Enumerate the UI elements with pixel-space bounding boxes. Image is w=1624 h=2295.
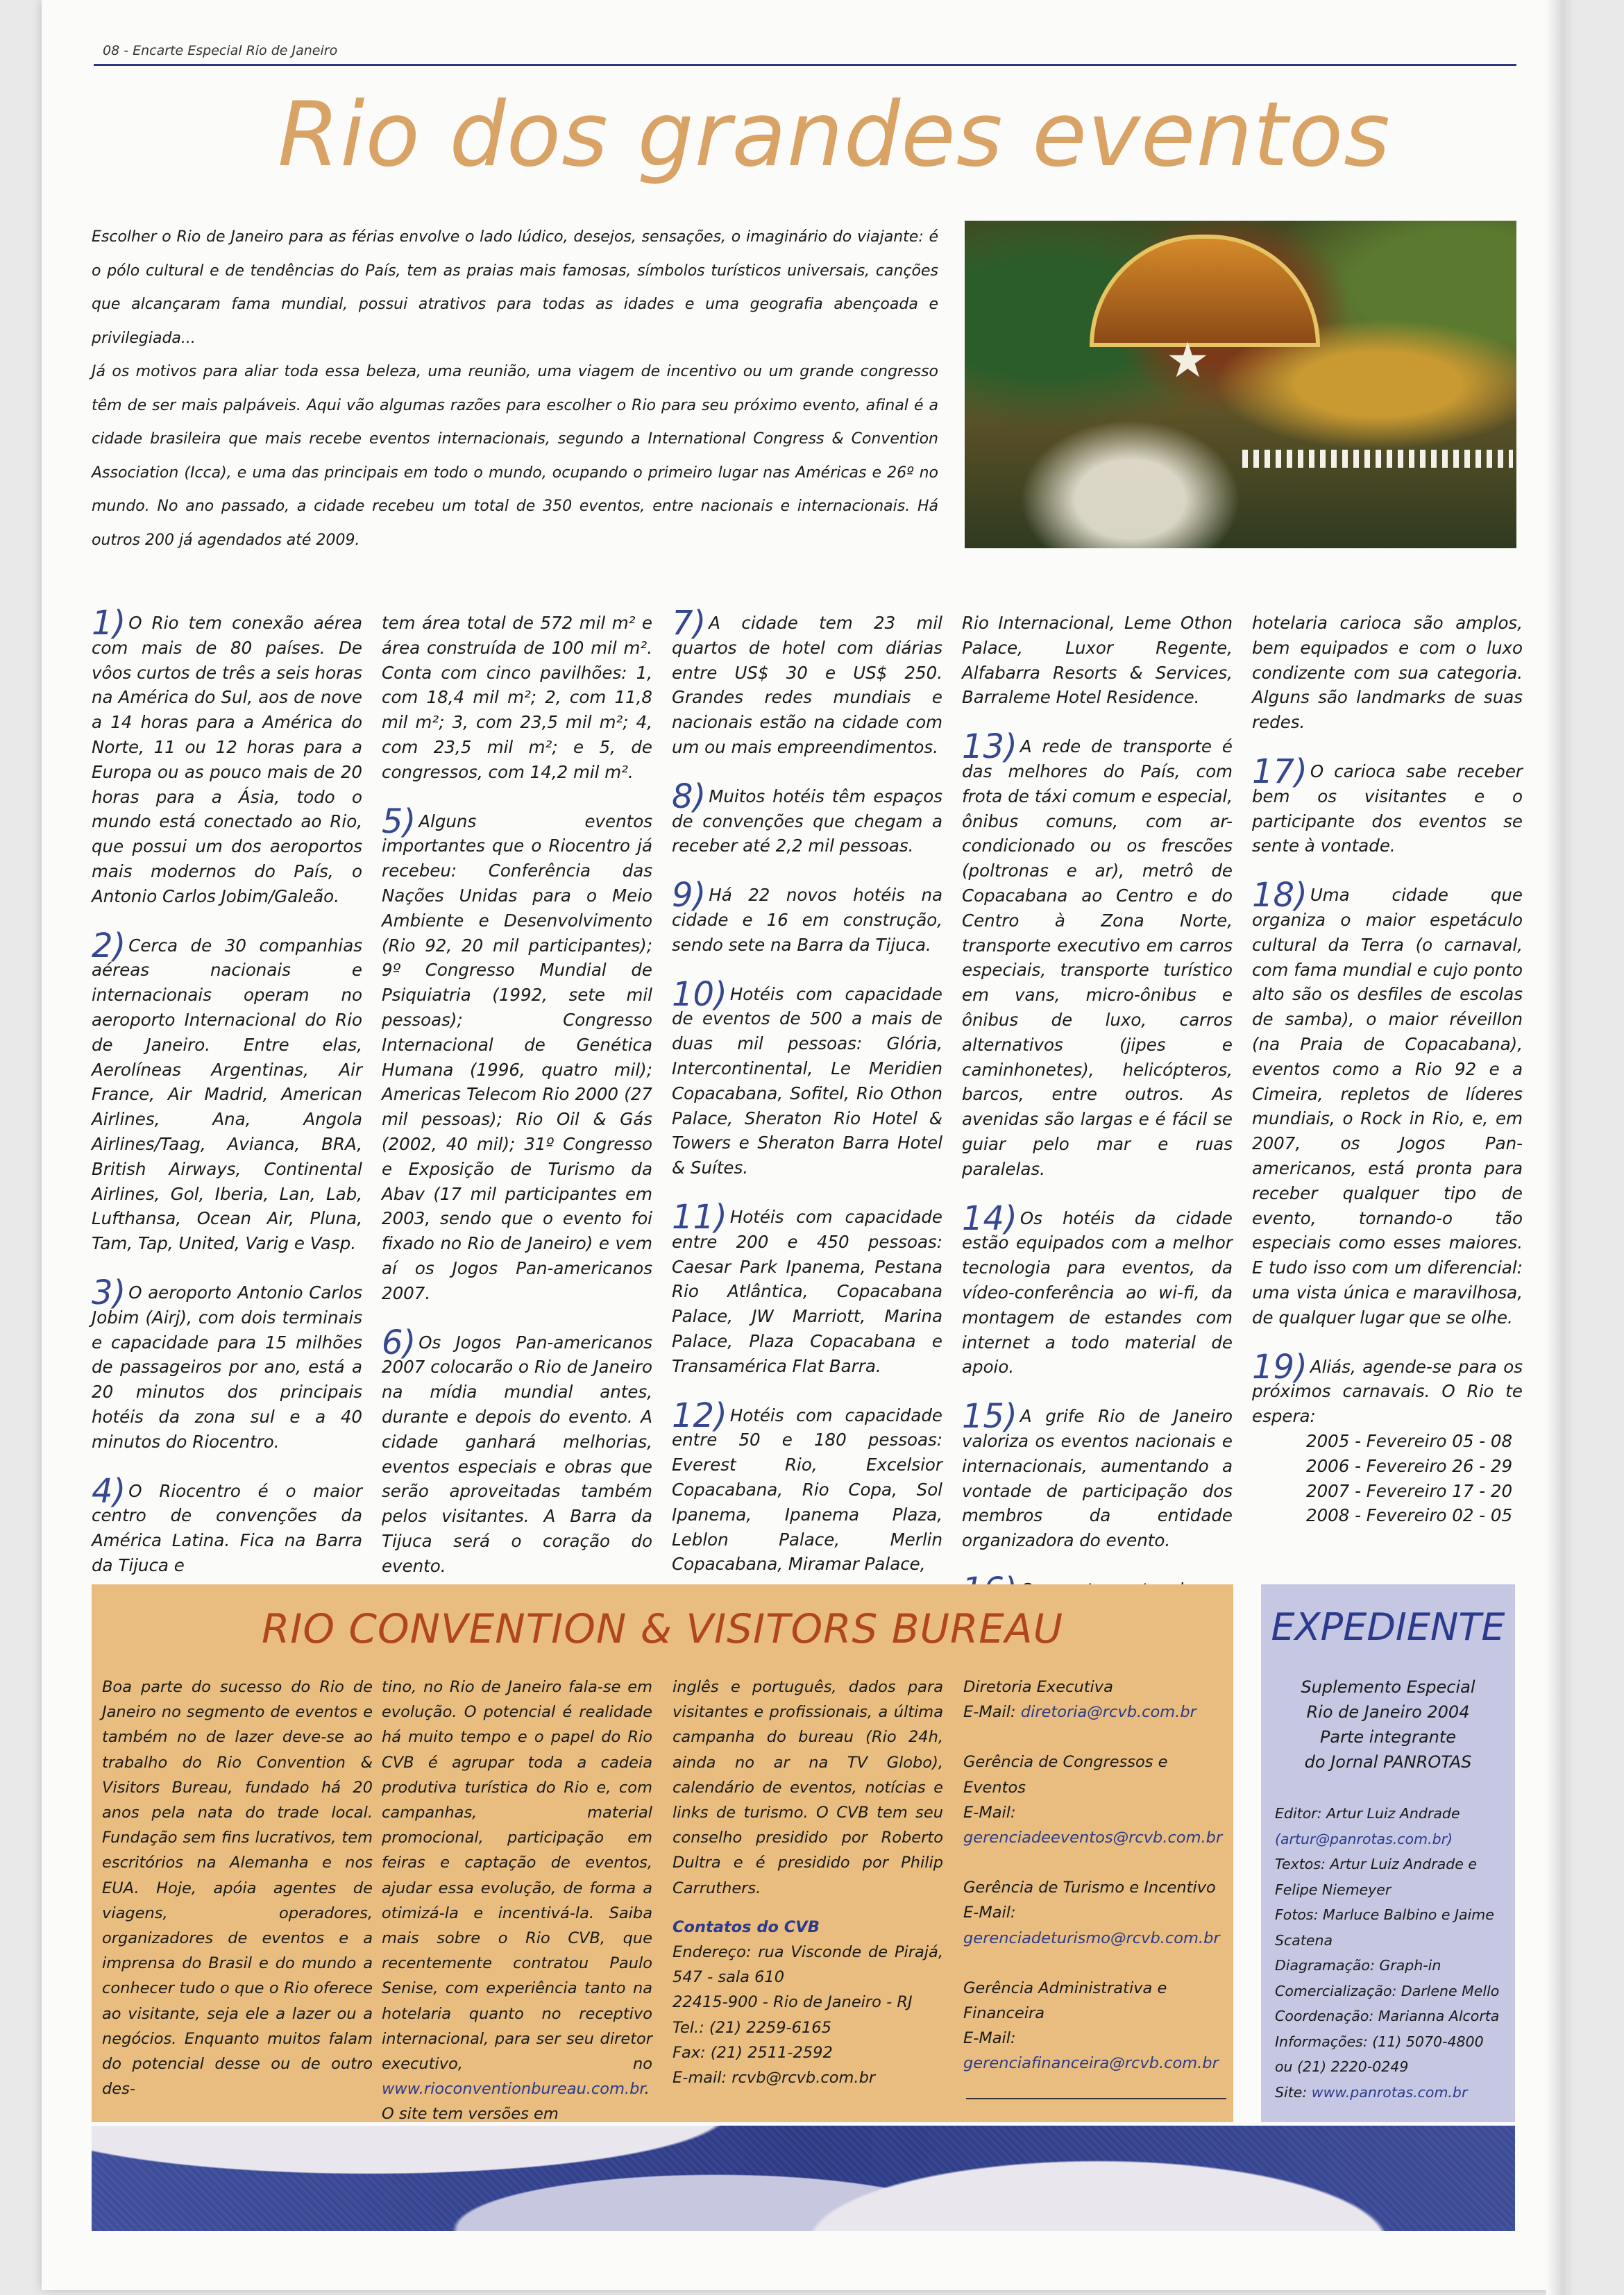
expediente-credits — [1275, 1801, 1504, 2105]
reason-text: tem área total de 572 mil m² e área construída de 100 mil m². Conta com cinco pavilhões: 1, com 18,4 mil m²; 2, com 11,8 mil m²; 3, com 23,5 mil m²; 4, com 23,5 mil m²; e 5, de congressos, com 14,2 mil m². — [382, 613, 652, 782]
reason-item — [672, 604, 942, 760]
site-link[interactable]: www.panrotas.com.br — [1311, 2083, 1468, 2101]
reason-number: 8) — [672, 777, 707, 816]
reason-item — [1252, 1347, 1523, 1429]
star-decoration: ★ — [1166, 332, 1210, 389]
reason-item — [92, 1471, 362, 1578]
expediente-subtitle — [1261, 1675, 1515, 1775]
dept-email-line: E-Mail: gerenciadeeventos@rcvb.com.br — [963, 1803, 1223, 1847]
copacabana-mosaic-band — [92, 2126, 1515, 2231]
reason-number: 14) — [962, 1199, 1017, 1238]
carnival-date: 2005 - Fevereiro 05 - 08 — [1306, 1430, 1513, 1451]
carnival-date: 2007 - Fevereiro 17 - 20 — [1306, 1480, 1513, 1501]
cvb-column-1 — [102, 1675, 373, 2126]
reason-item — [1252, 752, 1523, 858]
reason-text: Muitos hotéis têm espaços de convenções que chegam a receber até 2,2 mil pessoas. — [672, 786, 942, 856]
reason-text: Os Jogos Pan-americanos 2007 colocarão o Rio de Janeiro na mídia mundial antes, durante e depois do evento. A cidade ganhará melhorias, eventos especiais e obras que serão aproveitadas também pelos visitantes. A Barra da Tijuca será o coração do evento. — [382, 1332, 652, 1576]
reason-continuation — [1252, 611, 1523, 735]
carnival-float-photo — [965, 221, 1516, 548]
reason-number: 6) — [382, 1323, 416, 1362]
reason-number: 12) — [672, 1396, 727, 1435]
reason-text: A rede de transporte é das melhores do País, com frota de táxi comum e especial, ônibus comuns, com ar-condicionado ou os frescões (poltronas e ar), metrô de Copacabana ao Centro e do Centro à Zona Norte, transporte executivo em carros especiais, transporte turístico em vans, micro-ônibus e ônibus de luxo, carros alternativos (jipes e caminhonetes), helicópteros, barcos, entre outros. As avenidas são largas e é fácil se guiar pelo mar e ruas paralelas. — [962, 736, 1233, 1179]
reason-continuation — [382, 611, 652, 785]
expediente-line: Rio de Janeiro 2004 — [1306, 1702, 1470, 1722]
reason-text: Cerca de 30 companhias aéreas nacionais e internacionais operam no aeroporto Internacional do Rio de Janeiro. Entre elas, Aerolíneas Argentinas, Air France, Air Madrid, American Airlines, Ana, Angola Airlines/Taag, Avianca, BRA, British Airways, Continental Airlines, Gol, Iberia, Lan, Lab, Lufthansa, Ocean Air, Pluna, Tam, Tap, United, Varig e Vasp. — [92, 935, 362, 1254]
reason-text: O Rio tem conexão aérea com mais de 80 países. De vôos curtos de três a seis horas na América do Sul, aos de nove a 14 horas para a América do Norte, 11 ou 12 horas para a Europa ou as pouco mais de 20 horas para a Ásia, todo o mundo está conectado ao Rio, que possui um dos aeroportos mais modernos do País, o Antonio Carlos Jobim/Galeão. — [92, 613, 362, 906]
article-column-5 — [1252, 611, 1523, 1528]
expediente-title: EXPEDIENTE — [1271, 1605, 1505, 1649]
reason-item — [962, 727, 1233, 1181]
reason-item — [672, 777, 942, 858]
reason-item — [1252, 876, 1523, 1330]
reason-item — [962, 1199, 1233, 1380]
reason-number: 18) — [1252, 876, 1308, 915]
article-column-3 — [672, 604, 942, 1601]
cvb-box — [92, 1584, 1233, 2122]
reason-item — [672, 1396, 942, 1577]
credit-coordenacao: Coordenação: Marianna Alcorta — [1275, 2008, 1500, 2024]
dept-email-link[interactable]: diretoria@rcvb.com.br — [1020, 1703, 1196, 1722]
credit-fotos: Fotos: Marluce Balbino e Jaime Scatena — [1275, 1906, 1494, 1949]
dept-name: Gerência de Congressos e Eventos — [963, 1753, 1168, 1797]
cvb-text: inglês e português, dados para visitantes e profissionais, a última campanha do bureau (Rio 24h, ainda no ar na TV Globo), calendário de eventos, notícias e links de turismo. O CVB tem seu conselho presidido por Roberto Dultra e é presidido por Philip Carruthers. — [673, 1678, 943, 1897]
white-fence — [1242, 450, 1513, 468]
dept-email-line: E-Mail: gerenciadeturismo@rcvb.com.br — [963, 1904, 1220, 1947]
reason-number: 17) — [1252, 752, 1308, 791]
reason-number: 7) — [672, 604, 707, 643]
reason-item — [672, 1197, 942, 1379]
reason-number: 11) — [672, 1197, 727, 1237]
dept-name: Diretoria Executiva — [963, 1678, 1113, 1696]
cvb-address: Endereço: rua Visconde de Pirajá, 547 - sala 610 — [673, 1943, 943, 1987]
reason-item — [92, 604, 362, 909]
reason-number: 15) — [962, 1397, 1017, 1437]
reason-number: 4) — [92, 1471, 126, 1511]
reason-number: 1) — [92, 604, 126, 643]
dept-email-link[interactable]: gerenciadeturismo@rcvb.com.br — [963, 1929, 1220, 1947]
credit-comercializacao: Comercialização: Darlene Mello — [1275, 1982, 1500, 1999]
cvb-divider — [966, 2098, 1226, 2099]
cvb-email-link[interactable]: rcvb@rcvb.com.br — [731, 2069, 876, 2087]
expediente-box — [1261, 1584, 1515, 2122]
expediente-line: Parte integrante — [1319, 1727, 1457, 1747]
reason-text: Os hotéis da cidade estão equipados com a melhor tecnologia para eventos, da vídeo-conferência ao wi-fi, da montagem de estandes com internet a todo material de apoio. — [962, 1208, 1233, 1378]
reason-text: hotelaria carioca são amplos, bem equipados e com o luxo condizente com sua categoria. Alguns são landmarks de suas redes. — [1252, 613, 1523, 733]
carnival-date: 2008 - Fevereiro 02 - 05 — [1306, 1505, 1513, 1526]
dept-name: Gerência Administrativa e Financeira — [963, 1979, 1167, 2023]
article-column-2 — [382, 611, 652, 1602]
page-folio: 08 - Encarte Especial Rio de Janeiro — [103, 43, 338, 58]
reason-text: Aliás, agende-se para os próximos carnavais. O Rio te espera: — [1252, 1356, 1523, 1427]
cvb-column-3 — [673, 1675, 943, 2090]
dept-email-link[interactable]: gerenciadeeventos@rcvb.com.br — [963, 1829, 1223, 1847]
dept-name: Gerência de Turismo e Incentivo — [963, 1879, 1216, 1897]
reason-item — [382, 802, 652, 1306]
reason-text: O Riocentro é o maior centro de convenções da América Latina. Fica na Barra da Tijuca e — [92, 1480, 362, 1575]
reason-number: 3) — [92, 1273, 126, 1312]
headline: Rio dos grandes eventos — [278, 83, 1391, 187]
reason-text: O aeroporto Antonio Carlos Jobim (Airj), com dois terminais e capacidade para 15 milhões de passageiros por ano, está a 20 minutos dos principais hotéis da zona sul e a 40 minutos do Riocentro. — [92, 1282, 362, 1452]
reason-item — [962, 1397, 1233, 1553]
cvb-phone: Tel.: (21) 2259-6165 — [673, 2018, 831, 2037]
reason-text: Rio Internacional, Leme Othon Palace, Luxor Regente, Alfabarra Resorts & Services, Barraleme Hotel Residence. — [962, 613, 1233, 708]
credit-textos: Textos: Artur Luiz Andrade e Felipe Niemeyer — [1275, 1856, 1478, 1898]
header-rule — [94, 64, 1516, 66]
intro-paragraph: Escolher o Rio de Janeiro para as férias envolve o lado lúdico, desejos, sensações, o imaginário do viajante: é o pólo cultural e de tendências do País, tem as praias mais famosas, símbolos turísticos universais, canções que alcançaram fama mundial, possui atrativos para todas as idades e uma geografia abençoada e privilegiada... — [92, 228, 938, 347]
reason-item — [382, 1323, 652, 1579]
reason-text: Hotéis com capacidade de eventos de 500 a mais de duas mil pessoas: Glória, Intercontinental, Le Meridien Copacabana, Sofitel, Rio Othon Palace, Sheraton Rio Hotel & Towers e Sheraton Barra Hotel & Suítes. — [672, 983, 942, 1178]
article-column-1 — [92, 604, 362, 1602]
reason-text: Há 22 novos hotéis na cidade e 16 em construção, sendo sete na Barra da Tijuca. — [672, 885, 942, 955]
reason-text: Uma cidade que organiza o maior espetáculo cultural da Terra (o carnaval, com fama mundial e cujo ponto alto são os desfiles de escolas de samba), o maior réveillon (na Praia de Copacabana), eventos como a Rio 92 e a Cimeira, repletos de líderes mundiais, o Rock in Rio, e, em 2007, os Jogos Pan-americanos, está pronta para receber qualquer tipo de evento, tornando-o tão especiais como esses maiores. E tudo isso com um diferencial: uma vista única e maravilhosa, de qualquer lugar que se olhe. — [1252, 885, 1523, 1328]
cvb-text-part: tino, no Rio de Janeiro fala-se em evolução. O potencial é realidade há muito tempo e o papel do Rio CVB é agrupar toda a cadeia produtiva turística do Rio e, com campanhas, material promocional, participação em feiras e captação de eventos, ajudar essa evolução, de forma a otimizá-la e incentivá-la. Saiba mais sobre o Rio CVB, que recentemente contratou Paulo Senise, com experiência tanto na hotelaria quanto no receptivo internacional, para ser seu diretor executivo, no — [382, 1678, 652, 2074]
credit-editor-email[interactable]: (artur@panrotas.com.br) — [1275, 1830, 1453, 1847]
credit-diagramacao: Diagramação: Graph-in — [1275, 1957, 1441, 1974]
reason-number: 2) — [92, 926, 126, 965]
reason-item — [672, 876, 942, 957]
expediente-line: Suplemento Especial — [1301, 1677, 1475, 1697]
cvb-text — [382, 1675, 652, 2127]
article-column-4 — [962, 611, 1233, 1627]
reason-text: A grife Rio de Janeiro valoriza os eventos nacionais e internacionais, aumentando a vontade de participação dos membros da entidade organizadora do evento. — [962, 1406, 1233, 1551]
reason-item — [92, 926, 362, 1256]
reason-text: Hotéis com capacidade entre 200 e 450 pessoas: Caesar Park Ipanema, Pestana Rio Atlântica, Copacabana Palace, JW Marriott, Marina Palace, Plaza Copacabana e Transamérica Flat Barra. — [672, 1206, 942, 1376]
intro-text — [92, 221, 938, 557]
cvb-contacts-title: Contatos do CVB — [673, 1917, 820, 1936]
reason-number: 9) — [672, 876, 707, 915]
credit-informacoes: Informações: (11) 5070-4800 ou (21) 2220-0249 — [1275, 2033, 1484, 2075]
expediente-line: do Jornal PANROTAS — [1304, 1752, 1472, 1772]
cvb-column-4 — [963, 1675, 1224, 2076]
cvb-text: Boa parte do sucesso do Rio de Janeiro no segmento de eventos e também no de lazer deve-se ao trabalho do Rio Convention & Visitors Bureau, fundado há 20 anos pela nata do trade local. Fundação sem fins lucrativos, tem escritórios na Alemanha e nos EUA. Hoje, apóia agentes de viagens, operadores, organizadores de eventos e a imprensa do Brasil e do mundo a conhecer tudo o que o Rio oferece ao visitante, seja ele a lazer ou a negócios. Enquanto muitos falam do potencial desse ou de outro des- — [102, 1678, 373, 2099]
reason-text: O carioca sabe receber bem os visitantes e o participante dos eventos se sente à vontade. — [1252, 761, 1523, 856]
reason-number: 10) — [672, 974, 727, 1014]
reason-text: Alguns eventos importantes que o Riocentro já recebeu: Conferência das Nações Unidas para o Meio Ambiente e Desenvolvimento (Rio 92, 20 mil participantes); 9º Congresso Mundial de Psiquiatria (1992, sete mil pessoas); Congresso Internacional de Genética Humana (1996, quatro mil); Americas Telecom Rio 2000 (27 mil pessoas); Rio Oil & Gás (2002, 40 mil); 31º Congresso e Exposição de Turismo da Abav (17 mil participantes em 2003, sendo que o evento foi fixado no Rio de Janeiro) e vem aí os Jogos Pan-americanos 2007. — [382, 811, 652, 1303]
reason-continuation — [962, 611, 1233, 710]
reason-number: 19) — [1252, 1347, 1308, 1387]
page-fold-shadow — [1546, 0, 1574, 2295]
reason-text: A cidade tem 23 mil quartos de hotel com diárias entre US$ 30 e US$ 250. Grandes redes mundiais e nacionais estão na cidade com um ou mais empreendimentos. — [672, 613, 942, 757]
cvb-cep: 22415-900 - Rio de Janeiro - RJ — [673, 1993, 913, 2012]
reason-number: 5) — [382, 802, 416, 841]
intro-paragraph: Já os motivos para aliar toda essa beleza, uma reunião, uma viagem de incentivo ou um grande congresso têm de ser mais palpáveis. Aqui vão algumas razões para escolher o Rio para seu próximo evento, afinal é a cidade brasileira que mais recebe eventos internacionais, segundo a International Congress & Convention Association (Icca), e uma das principais em todo o mundo, ocupando o primeiro lugar nas Américas e 26º no mundo. No ano passado, a cidade recebeu um total de 350 eventos, entre nacionais e internacionais. Há outros 200 já agendados até 2009. — [92, 363, 938, 549]
cvb-email-line: E-mail: rcvb@rcvb.com.br — [673, 2069, 876, 2087]
reason-text: Hotéis com capacidade entre 50 e 180 pessoas: Everest Rio, Excelsior Copacabana, Rio Copa, Sol Ipanema, Ipanema Plaza, Leblon Palace, Merlin Copacabana, Miramar Palace, — [672, 1405, 942, 1575]
credit-editor: Editor: Artur Luiz Andrade — [1275, 1805, 1460, 1822]
dept-email-line: E-Mail: gerenciafinanceira@rcvb.com.br — [963, 2029, 1219, 2073]
carnival-dates-list — [1252, 1429, 1523, 1528]
cvb-fax: Fax: (21) 2511-2592 — [673, 2043, 833, 2062]
float-arch — [1090, 235, 1320, 347]
carnival-date: 2006 - Fevereiro 26 - 29 — [1306, 1455, 1513, 1476]
reason-item — [672, 974, 942, 1180]
reason-number: 13) — [962, 727, 1017, 767]
dept-email-link[interactable]: gerenciafinanceira@rcvb.com.br — [963, 2054, 1219, 2073]
reason-item — [92, 1273, 362, 1455]
cvb-website-link[interactable]: www.rioconventionbureau.com.br — [382, 2080, 645, 2099]
credit-site: Site: www.panrotas.com.br — [1275, 2083, 1468, 2101]
cvb-column-2 — [382, 1675, 652, 2152]
cvb-text-part: . O site tem versões em — [382, 2080, 650, 2124]
dept-email-line: E-Mail: diretoria@rcvb.com.br — [963, 1703, 1196, 1722]
cvb-title: RIO CONVENTION & VISITORS BUREAU — [261, 1605, 1064, 1652]
